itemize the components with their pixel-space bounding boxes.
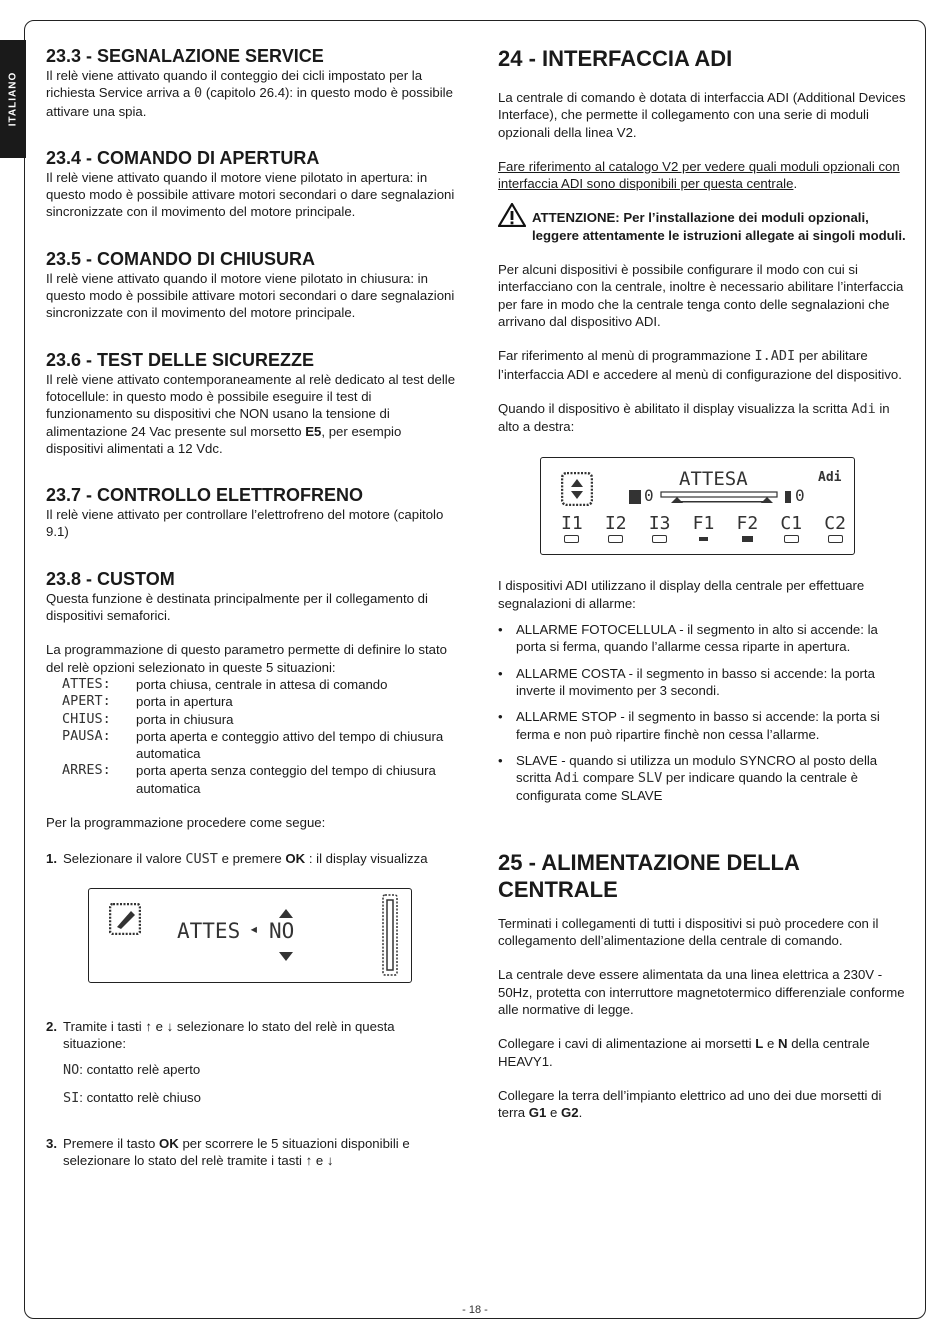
section-text: Il relè viene attivato contemporaneamente al relè dedicato al test delle fotocellule: in questo modo è possibile eseguire il test di funzionamento su dispositivi che NON usano la tensione di alimentazione 24 Vac presente sul morsetto E5, per esempio dispositivi alimentati a 12 Vdc. bbox=[46, 371, 456, 456]
list-item: • ALLARME FOTOCELLULA - il segmento in alto si accende: la porta si ferma, quando l’allarme cessa riparte in apertura. bbox=[498, 621, 908, 656]
page-number: - 18 - bbox=[462, 1304, 488, 1316]
lcd-label: ATTES bbox=[177, 918, 241, 943]
step-1: 1. Selezionare il valore CUST e premere OK : il display visualizza bbox=[46, 851, 428, 868]
section-text: La centrale deve essere alimentata da una linea elettrica a 230V - 50Hz, protetta con interruttore magnetotermico differenziale conforme alle normative di legge. bbox=[498, 967, 905, 1017]
section-title: 23.6 - TEST DELLE SICUREZZE bbox=[46, 349, 315, 370]
lcd-value: NO bbox=[269, 918, 295, 943]
list-item: CHIUS: porta in chiusura bbox=[62, 710, 234, 727]
up-down-icon bbox=[561, 472, 593, 506]
arrow-down-icon: ↓ bbox=[166, 1018, 174, 1034]
step-3: 3. Premere il tasto OK per scorrere le 5 situazioni disponibili e selezionare lo stato del relè tramite i tasti ↑ e ↓ bbox=[46, 1135, 410, 1169]
catalog-link: Fare riferimento al catalogo V2 per vedere quali moduli opzionali con interfaccia ADI sono disponibili per questa centrale. bbox=[498, 158, 900, 192]
section-23-7 bbox=[46, 484, 456, 541]
option-list bbox=[62, 676, 456, 797]
section-text: I dispositivi ADI utilizzano il display della centrale per effettuare segnalazioni di allarme: bbox=[498, 578, 865, 611]
section-text: Il relè viene attivato quando il motore viene pilotato in chiusura: in questo modo è possibile attivare motori secondari o dare segnalazioni sincronizzate con il movimento del motore principale. bbox=[46, 270, 455, 321]
input-indicator: C2 bbox=[824, 514, 846, 543]
section-23-8 bbox=[46, 568, 456, 1170]
input-indicator: I3 bbox=[649, 514, 671, 543]
section-title: 23.8 - CUSTOM bbox=[46, 568, 175, 589]
list-item: ATTES: porta chiusa, centrale in attesa di comando bbox=[62, 675, 388, 692]
language-tab: ITALIANO bbox=[0, 40, 26, 158]
state-list bbox=[63, 1061, 456, 1107]
right-column bbox=[498, 45, 908, 1121]
left-column bbox=[46, 45, 456, 1169]
led-off bbox=[828, 535, 843, 543]
input-indicator: I1 bbox=[561, 514, 583, 543]
input-indicator: I2 bbox=[605, 514, 627, 543]
led-off bbox=[608, 535, 623, 543]
lcd-display-adi bbox=[540, 457, 855, 555]
section-text: Il relè viene attivato per controllare l’elettrofreno del motore (capitolo 9.1) bbox=[46, 507, 444, 540]
section-23-4 bbox=[46, 147, 456, 221]
lock-icon bbox=[629, 490, 641, 504]
section-title: 23.4 - COMANDO DI APERTURA bbox=[46, 147, 320, 168]
section-text: Questa funzione è destinata principalmente per il collegamento di dispositivi semaforici. bbox=[46, 590, 428, 624]
up-down-icon bbox=[279, 909, 293, 961]
lcd-status: ATTESA bbox=[679, 468, 748, 491]
gate-icon bbox=[785, 491, 791, 503]
section-text: Collegare i cavi di alimentazione ai morsetti L e N della centrale HEAVY1. bbox=[498, 1036, 870, 1069]
section-25 bbox=[498, 849, 908, 1122]
led-off bbox=[784, 535, 799, 543]
section-text: Il relè viene attivato quando il motore viene pilotato in apertura: in questo modo è possibile attivare motori secondari o dare segnalazioni sincronizzate con il movimento del motore principale. bbox=[46, 169, 455, 220]
input-indicators bbox=[561, 514, 846, 543]
progress-track bbox=[659, 488, 779, 504]
right-counter: 0 bbox=[795, 486, 805, 506]
section-title: 24 - INTERFACCIA ADI bbox=[498, 46, 733, 71]
warning-icon bbox=[498, 203, 526, 227]
section-text: Far riferimento al menù di programmazione I.ADI per abilitare l’interfaccia ADI e accedere al menù di configurazione del dispositivo. bbox=[498, 348, 902, 382]
list-item: ARRES: porta aperta senza conteggio del tempo di chiusura automatica bbox=[62, 762, 436, 796]
arrow-up-icon: ↑ bbox=[145, 1018, 152, 1034]
section-text: Collegare la terra dell’impianto elettrico ad uno dei due morsetti di terra G1 e G2. bbox=[498, 1087, 882, 1121]
arrow-up-icon: ↑ bbox=[305, 1153, 313, 1169]
section-text: La programmazione di questo parametro permette di definire lo stato del relè opzioni selezionato in queste 5 situazioni: bbox=[46, 642, 447, 675]
section-23-6 bbox=[46, 349, 456, 457]
section-text: Terminati i collegamenti di tutti i dispositivi si può procedere con il collegamento dell’alimentazione della centrale di comando. bbox=[498, 915, 879, 949]
section-text: Per alcuni dispositivi è possibile configurare il modo con cui si interfacciano con la centrale, inoltre è necessario abilitare l’interfaccia per fare in modo che la centrale tenga conto delle segnalazioni che arrivano dal dispositivo ADI. bbox=[498, 262, 904, 329]
adi-flag: Adi bbox=[818, 470, 842, 486]
list-item: APERT: porta in apertura bbox=[62, 693, 233, 710]
section-23-3 bbox=[46, 45, 456, 120]
section-text: Il relè viene attivato quando il conteggio dei cicli impostato per la richiesta Service arriva a 0 (capitolo 26.4): in questo modo è possibile attivare una spia. bbox=[46, 68, 453, 119]
section-title: 23.7 - CONTROLLO ELETTROFRENO bbox=[46, 485, 364, 506]
section-title: 25 - ALIMENTAZIONE DELLA CENTRALE bbox=[498, 849, 800, 902]
list-item: • SLAVE - quando si utilizza un modulo SYNCRO al posto della scritta Adi compare SLV per indicare quando la centrale è configurata come SLAVE bbox=[498, 752, 908, 805]
arrow-left-icon: ◂ bbox=[249, 918, 259, 938]
led-on bbox=[699, 537, 708, 541]
input-indicator: C1 bbox=[780, 514, 802, 543]
list-item: SI: contatto relè chiuso bbox=[63, 1089, 201, 1106]
section-text: La centrale di comando è dotata di interfaccia ADI (Additional Devices Interface), che permette il collegamento con una serie di moduli opzionali della linea V2. bbox=[498, 90, 906, 140]
left-counter: 0 bbox=[644, 486, 654, 506]
arrow-down-icon: ↓ bbox=[326, 1153, 334, 1169]
section-24 bbox=[498, 45, 908, 805]
list-item: PAUSA: porta aperta e conteggio attivo del tempo di chiusura automatica bbox=[62, 727, 444, 762]
step-2: 2. Tramite i tasti ↑ e ↓ selezionare lo stato del relè in questa situazione: bbox=[46, 1018, 395, 1051]
alarm-list bbox=[498, 621, 908, 805]
list-item: NO: contatto relè aperto bbox=[63, 1062, 201, 1079]
input-indicator: F1 bbox=[693, 514, 715, 543]
warning-note: ATTENZIONE: Per l’installazione dei moduli opzionali, leggere attentamente le istruzioni allegate ai singoli moduli. bbox=[498, 209, 908, 244]
led-on bbox=[742, 536, 753, 542]
edit-icon bbox=[109, 903, 141, 935]
section-title: 23.3 - SEGNALAZIONE SERVICE bbox=[46, 46, 324, 66]
section-23-5 bbox=[46, 248, 456, 322]
section-text: Quando il dispositivo è abilitato il display visualizza la scritta Adi in alto a destra: bbox=[498, 400, 890, 435]
led-off bbox=[564, 535, 579, 543]
input-indicator: F2 bbox=[737, 514, 759, 543]
list-item: • ALLARME STOP - il segmento in basso si accende: la porta si ferma e non può ripartire finchè non cessa l’allarme. bbox=[498, 708, 908, 743]
list-item: • ALLARME COSTA - il segmento in basso si accende: la porta inverte il movimento per 3 secondi. bbox=[498, 665, 908, 700]
section-text: Per la programmazione procedere come segue: bbox=[46, 815, 326, 831]
section-title: 23.5 - COMANDO DI CHIUSURA bbox=[46, 248, 316, 269]
led-off bbox=[652, 535, 667, 543]
lcd-display-custom bbox=[88, 888, 412, 983]
scrollbar-icon bbox=[382, 894, 398, 976]
